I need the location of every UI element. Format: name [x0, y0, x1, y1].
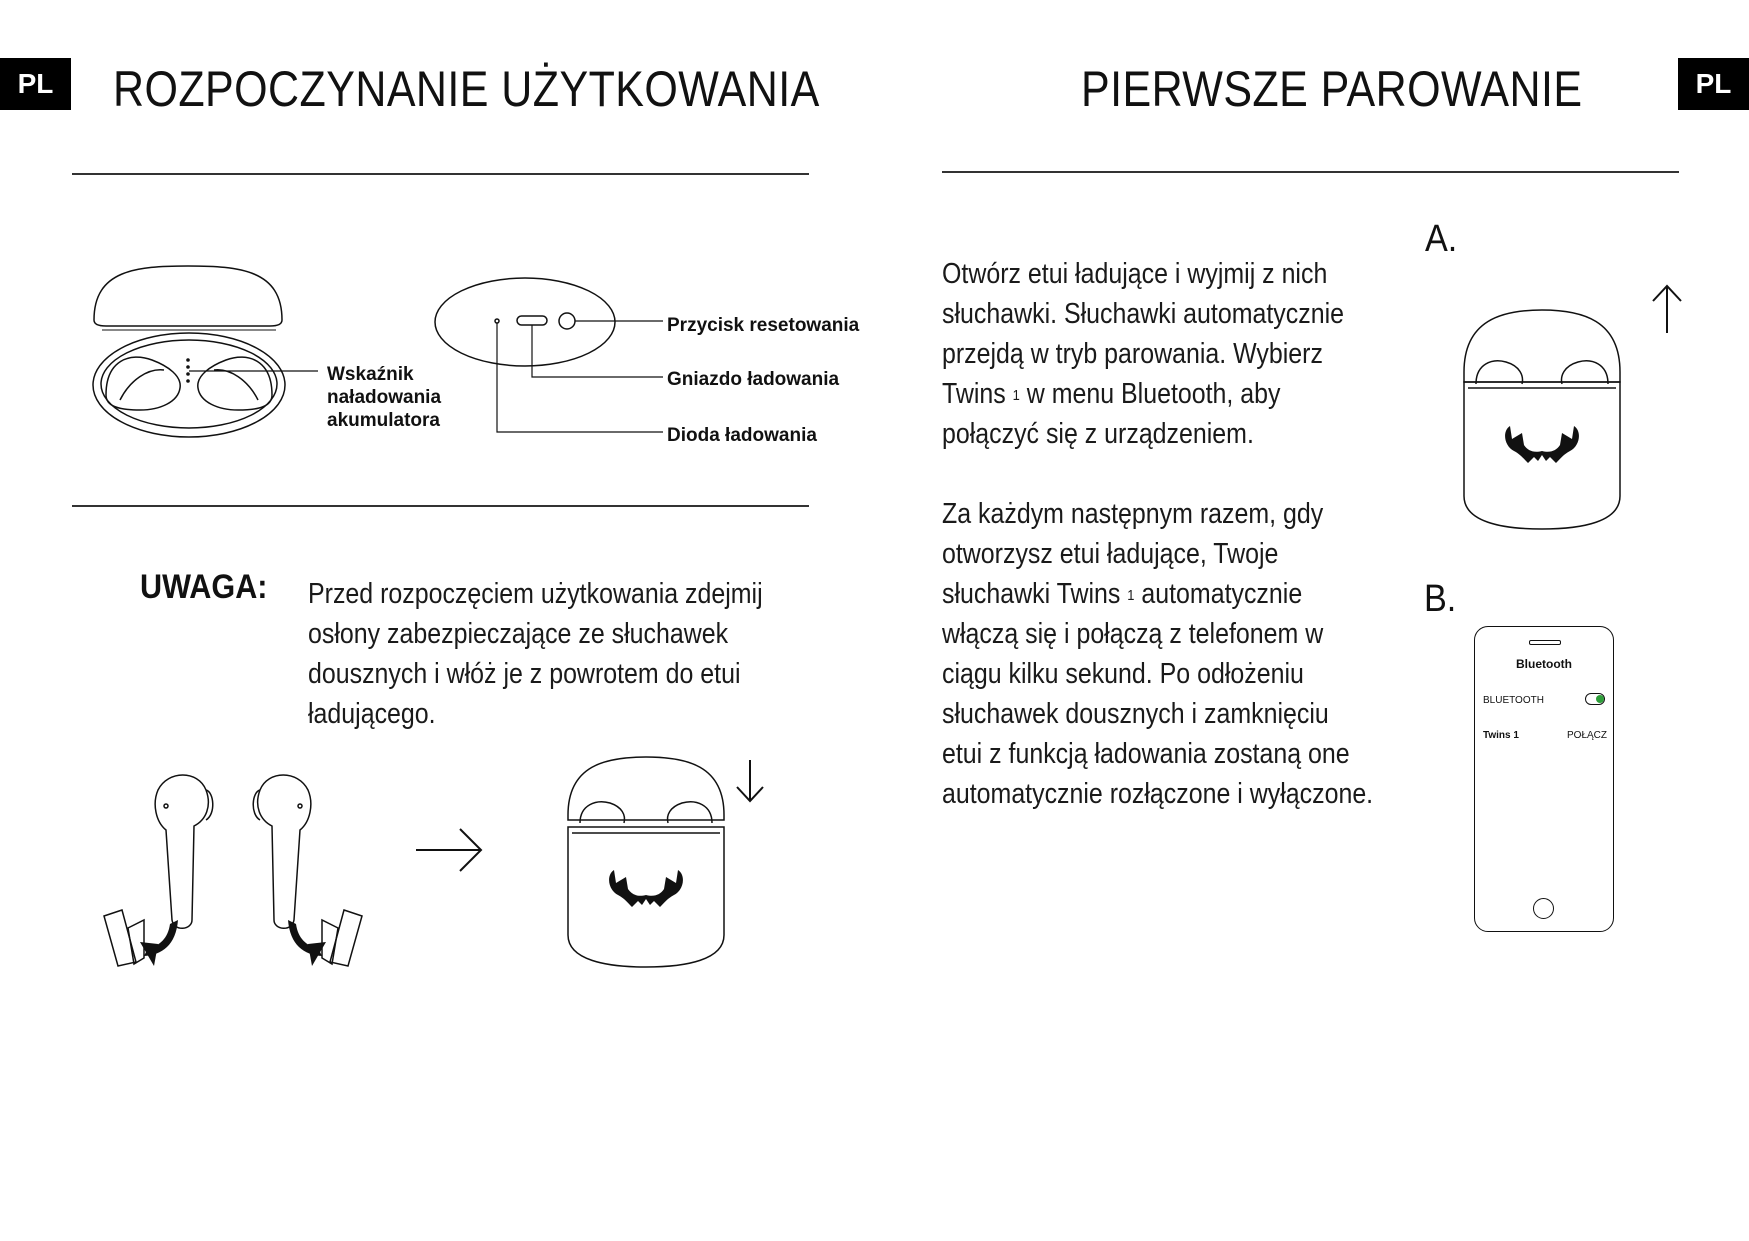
page-title-right: PIERWSZE PAROWANIE	[1081, 61, 1583, 117]
note-text: Przed rozpoczęciem użytkowania zdejmij osłony zabezpieczające ze słuchawek dousznych i włóż je z powrotem do etui ładującego.	[308, 578, 763, 730]
language-badge-left: PL	[0, 58, 71, 110]
charging-port-label: Gniazdo ładowania	[667, 369, 840, 390]
charging-led-label: Dioda ładowania	[667, 425, 817, 446]
step-b-label: B.	[1424, 578, 1457, 620]
divider-top-right	[942, 171, 1679, 173]
note-label: UWAGA:	[140, 568, 268, 606]
case-insert-illustration	[566, 755, 726, 970]
arrow-down-icon	[734, 758, 766, 804]
home-button[interactable]	[1533, 898, 1554, 919]
phone-illustration	[1474, 626, 1614, 932]
phone-speaker	[1529, 640, 1561, 645]
toggle-knob	[1596, 695, 1604, 703]
connect-button[interactable]: POŁĄCZ	[1567, 730, 1608, 741]
case-back-illustration	[433, 274, 663, 444]
open-case-illustration	[90, 260, 290, 440]
earbuds-remove-covers-illustration	[98, 770, 368, 970]
paired-device-name: Twins 1	[1483, 730, 1519, 741]
battery-indicator-label: Wskaźnik naładowania akumulatora	[327, 364, 442, 431]
bluetooth-toggle[interactable]	[1585, 693, 1605, 705]
divider-top-left	[72, 173, 809, 175]
language-badge-right: PL	[1678, 58, 1749, 110]
open-case-step-a-illustration	[1462, 308, 1622, 533]
step-a-label: A.	[1425, 218, 1458, 260]
reset-button-label: Przycisk resetowania	[667, 315, 860, 336]
page-title-left: ROZPOCZYNANIE UŻYTKOWANIA	[113, 61, 820, 117]
pairing-instructions-first: Otwórz etui ładujące i wyjmij z nich słuchawki. Słuchawki automatycznie przejdą w tryb parowania. Wybierz Twins $^1$ w menu Bluetooth, aby połączyć się z urządzeniem.	[942, 258, 1344, 450]
bluetooth-setting-label: BLUETOOTH	[1483, 695, 1544, 706]
bluetooth-screen-title: Bluetooth	[1516, 657, 1572, 671]
arrow-right-icon	[414, 825, 484, 875]
divider-middle-left	[72, 505, 809, 507]
arrow-up-icon	[1650, 283, 1684, 335]
pairing-instructions-next: Za każdym następnym razem, gdy otworzysz etui ładujące, Twoje słuchawki Twins $^1$ automatycznie włączą się i połączą z telefonem w ciągu kilku sekund. Po odłożeniu słuchawek dousznych i zamknięciu etui z funkcją ładowania zostaną one automatycznie rozłączone i wyłączone.	[942, 498, 1374, 810]
